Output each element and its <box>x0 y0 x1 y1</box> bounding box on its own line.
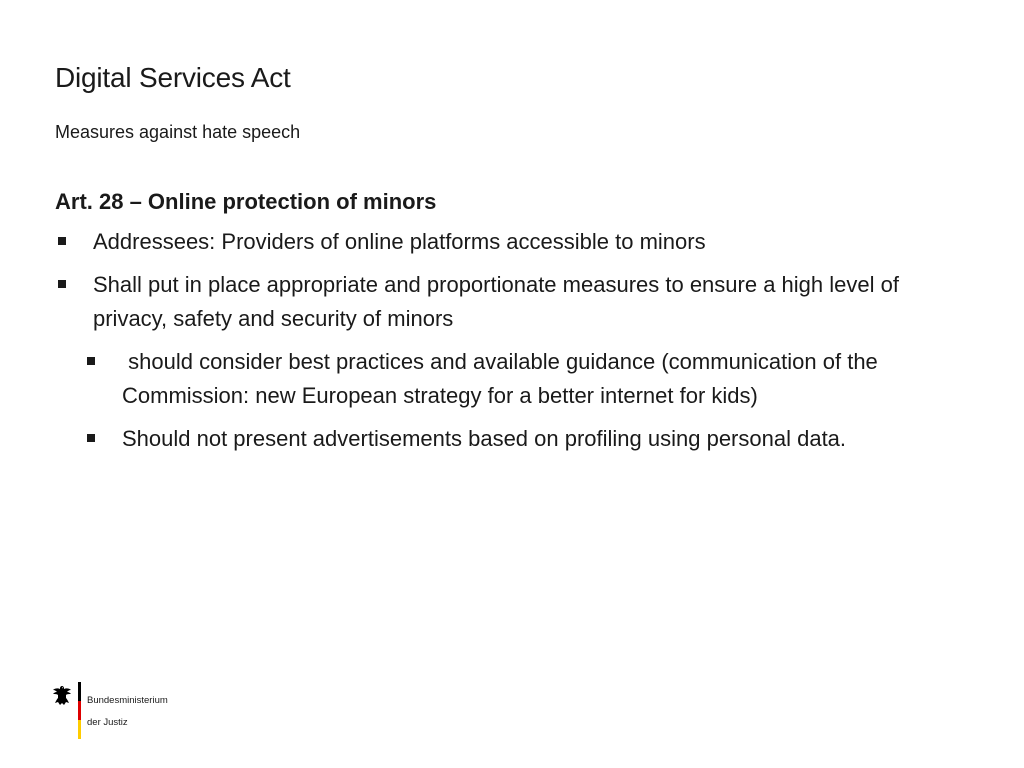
bullet-text: Shall put in place appropriate and proportionate measures to ensure a high level of privacy, safety and security of minors <box>93 272 899 331</box>
flag-red-stripe <box>78 701 81 720</box>
bullet-text: Addressees: Providers of online platforms accessible to minors <box>93 229 706 254</box>
bullet-item-measures <box>55 268 975 336</box>
flag-black-stripe <box>78 682 81 701</box>
square-bullet-icon <box>58 237 66 245</box>
bullet-item-addressees <box>55 225 975 259</box>
sub-bullet-item-advertisements <box>55 422 975 456</box>
slide-subtitle: Measures against hate speech <box>55 122 301 142</box>
ministry-name-line2: der Justiz <box>87 717 128 728</box>
federal-eagle-icon <box>52 684 72 706</box>
flag-gold-stripe <box>78 720 81 739</box>
ministry-logo <box>52 682 212 742</box>
square-bullet-icon <box>58 280 66 288</box>
bullet-text: Should not present advertisements based on profiling using personal data. <box>122 426 847 451</box>
sub-bullet-item-best-practices <box>55 345 975 413</box>
ministry-name-line1: Bundesministerium <box>87 695 168 706</box>
section-heading: Art. 28 – Online protection of minors <box>55 189 437 214</box>
slide-title: Digital Services Act <box>55 62 291 93</box>
german-flag-bar <box>78 682 81 739</box>
square-bullet-icon <box>87 434 95 442</box>
bullet-text: should consider best practices and available guidance (communication of the Commission: new European strategy for a better internet for kids) <box>122 349 884 408</box>
square-bullet-icon <box>87 357 95 365</box>
ministry-name <box>87 684 168 739</box>
slide-content <box>55 186 975 465</box>
